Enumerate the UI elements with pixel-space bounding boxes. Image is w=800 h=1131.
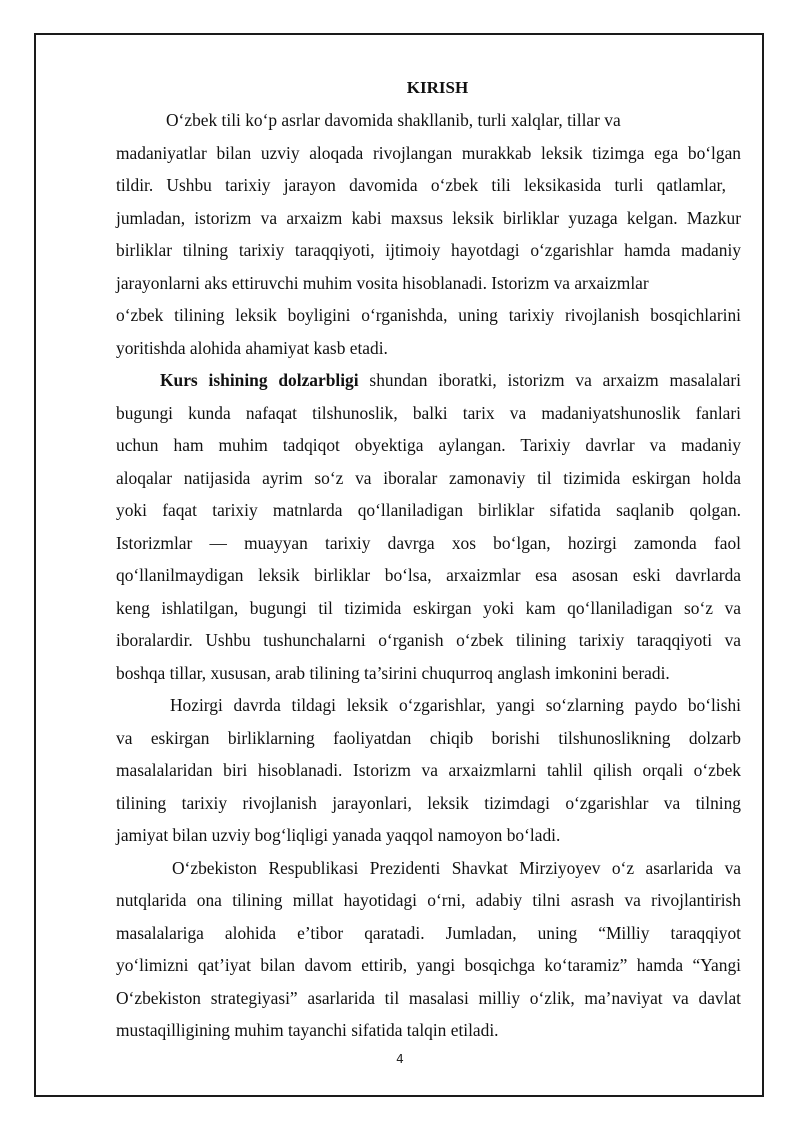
- paragraph-line: yoki faqat tarixiy matnlarda qo‘llaniladigan birliklar sifatida saqlanib qolgan.: [116, 500, 741, 520]
- page-number: 4: [396, 1052, 404, 1066]
- paragraph-line: yoritishda alohida ahamiyat kasb etadi.: [116, 337, 388, 358]
- paragraph-line: iboralardir. Ushbu tushunchalarni o‘rganish o‘zbek tilining tarixiy taraqqiyoti va: [116, 630, 741, 650]
- paragraph-line: bugungi kunda nafaqat tilshunoslik, balki tarix va madaniyatshunoslik fanlari: [116, 402, 741, 423]
- paragraph-line-text: shundan iboratki, istorizm va arxaizm masalalari: [358, 370, 741, 390]
- paragraph-current-changes: [116, 689, 741, 852]
- relevance-heading: Kurs ishining dolzarbligi: [160, 370, 359, 390]
- paragraph-line: jumladan, istorizm va arxaizm kabi maxsus leksik birliklar yuzaga kelgan. Mazkur: [116, 207, 741, 228]
- paragraph-line: masalalariga alohida e’tibor qaratadi. Jumladan, uning “Milliy taraqqiyot: [116, 922, 741, 943]
- paragraph-line: boshqa tillar, xususan, arab tilining ta’sirini chuqurroq anglash imkonini beradi.: [116, 662, 670, 683]
- paragraph-line: mustaqilligining muhim tayanchi sifatida talqin etiladi.: [116, 1020, 499, 1040]
- section-title: KIRISH: [406, 78, 469, 97]
- paragraph-line: masalalaridan biri hisoblanadi. Istorizm va arxaizmlarni tahlil qilish orqali o‘zbek: [116, 760, 741, 780]
- paragraph-line: jamiyat bilan uzviy bog‘liqligi yanada yaqqol namoyon bo‘ladi.: [116, 825, 561, 845]
- paragraph-line: tildir. Ushbu tarixiy jarayon davomida o‘zbek tili leksikasida turli qatlamlar,: [116, 175, 726, 195]
- paragraph-intro: [116, 104, 741, 364]
- paragraph-line: nutqlarida ona tilining millat hayotidagi o‘rni, adabiy tilni asrash va rivojlantirish: [116, 890, 741, 910]
- paragraph-line: O‘zbekiston strategiyasi” asarlarida til masalasi milliy o‘zlik, ma’naviyat va davlat: [116, 987, 741, 1008]
- paragraph-line: yo‘limizni qat’iyat bilan davom ettirib, yangi bosqichga ko‘taramiz” hamda “Yangi: [116, 955, 741, 975]
- paragraph-line: va eskirgan birliklarning faoliyatdan chiqib borishi tilshunoslikning dolzarb: [116, 727, 741, 748]
- paragraph-line: qo‘llanilmaydigan leksik birliklar bo‘lsa, arxaizmlar esa asosan eski davrlarda: [116, 565, 741, 585]
- paragraph-line: madaniyatlar bilan uzviy aloqada rivojlangan murakkab leksik tizimga ega bo‘lgan: [116, 142, 741, 163]
- paragraph-line: o‘zbek tilining leksik boyligini o‘rganishda, uning tarixiy rivojlanish bosqichlarini: [116, 305, 741, 325]
- paragraph-line: uchun ham muhim tadqiqot obyektiga aylangan. Tarixiy davrlar va madaniy: [116, 435, 741, 455]
- paragraph-line: [116, 364, 741, 397]
- paragraph-line: keng ishlatilgan, bugungi til tizimida eskirgan yoki kam qo‘llaniladigan so‘z va: [116, 597, 741, 618]
- paragraph-relevance: [116, 364, 741, 689]
- paragraph-president: [116, 852, 741, 1047]
- paragraph-line: Hozirgi davrda tildagi leksik o‘zgarishlar, yangi so‘zlarning paydo bo‘lishi: [170, 695, 741, 715]
- paragraph-line: O‘zbekiston Respublikasi Prezidenti Shavkat Mirziyoyev o‘z asarlarida va: [172, 857, 741, 878]
- paragraph-line: aloqalar natijasida ayrim so‘z va iboralar zamonaviy til tizimida eskirgan holda: [116, 467, 741, 488]
- paragraph-line: Istorizmlar — muayyan tarixiy davrga xos bo‘lgan, hozirgi zamonda faol: [116, 532, 741, 553]
- paragraph-line: jarayonlarni aks ettiruvchi muhim vosita hisoblanadi. Istorizm va arxaizmlar: [116, 272, 649, 293]
- document-body: [116, 72, 741, 1047]
- paragraph-line: birliklar tilning tarixiy taraqqiyoti, ijtimoiy hayotdagi o‘zgarishlar hamda madaniy: [116, 240, 741, 260]
- paragraph-line: tilining tarixiy rivojlanish jarayonlari, leksik tizimdagi o‘zgarishlar va tilning: [116, 792, 741, 813]
- paragraph-line: O‘zbek tili ko‘p asrlar davomida shakllanib, turli xalqlar, tillar va: [166, 110, 621, 130]
